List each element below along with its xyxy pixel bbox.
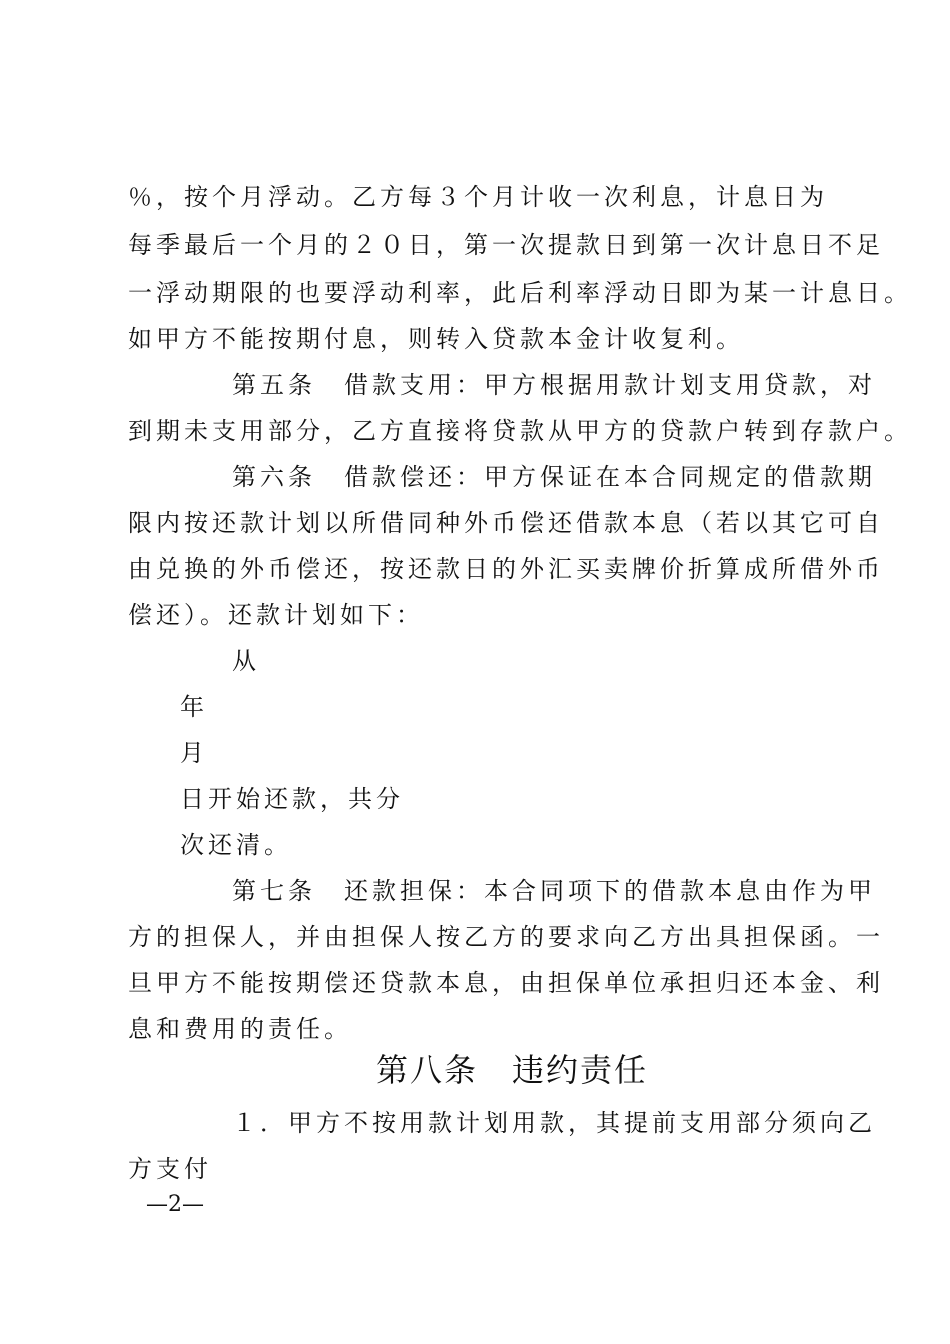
article-6-line: 第六条 借款偿还：甲方保证在本合同规定的借款期 xyxy=(232,463,876,491)
paragraph-line: 方支付 xyxy=(128,1155,212,1183)
paragraph-line: 方的担保人，并由担保人按乙方的要求向乙方出具担保函。一 xyxy=(128,923,884,951)
schedule-times: 次还清。 xyxy=(180,831,292,859)
article-5-line: 第五条 借款支用：甲方根据用款计划支用贷款，对 xyxy=(232,371,876,399)
paragraph-line: 到期未支用部分，乙方直接将贷款从甲方的贷款户转到存款户。 xyxy=(128,417,912,445)
paragraph-line: 每季最后一个月的２０日，第一次提款日到第一次计息日不足 xyxy=(128,231,884,259)
schedule-year: 年 xyxy=(180,693,208,721)
schedule-day: 日开始还款，共分 xyxy=(180,785,404,813)
schedule-month: 月 xyxy=(180,739,208,767)
paragraph-line: 一浮动期限的也要浮动利率，此后利率浮动日即为某一计息日。 xyxy=(128,279,912,307)
paragraph-line: 旦甲方不能按期偿还贷款本息，由担保单位承担归还本金、利 xyxy=(128,969,884,997)
paragraph-line: 限内按还款计划以所借同种外币偿还借款本息（若以其它可自 xyxy=(128,509,884,537)
page-number: —2— xyxy=(146,1192,204,1217)
paragraph-line: 息和费用的责任。 xyxy=(128,1015,352,1043)
clause-1-line: １．甲方不按用款计划用款，其提前支用部分须向乙 xyxy=(232,1109,876,1137)
section-heading-text: 第八条 违约责任 xyxy=(376,1051,649,1089)
paragraph-line: 如甲方不能按期付息，则转入贷款本金计收复利。 xyxy=(128,325,744,353)
schedule-from: 从 xyxy=(232,647,260,675)
paragraph-line: ％，按个月浮动。乙方每３个月计收一次利息，计息日为 xyxy=(128,183,828,211)
paragraph-line: 由兑换的外币偿还，按还款日的外汇买卖牌价折算成所借外币 xyxy=(128,555,884,583)
paragraph-line: 偿还）。还款计划如下： xyxy=(128,601,424,629)
article-7-line: 第七条 还款担保：本合同项下的借款本息由作为甲 xyxy=(232,877,876,905)
